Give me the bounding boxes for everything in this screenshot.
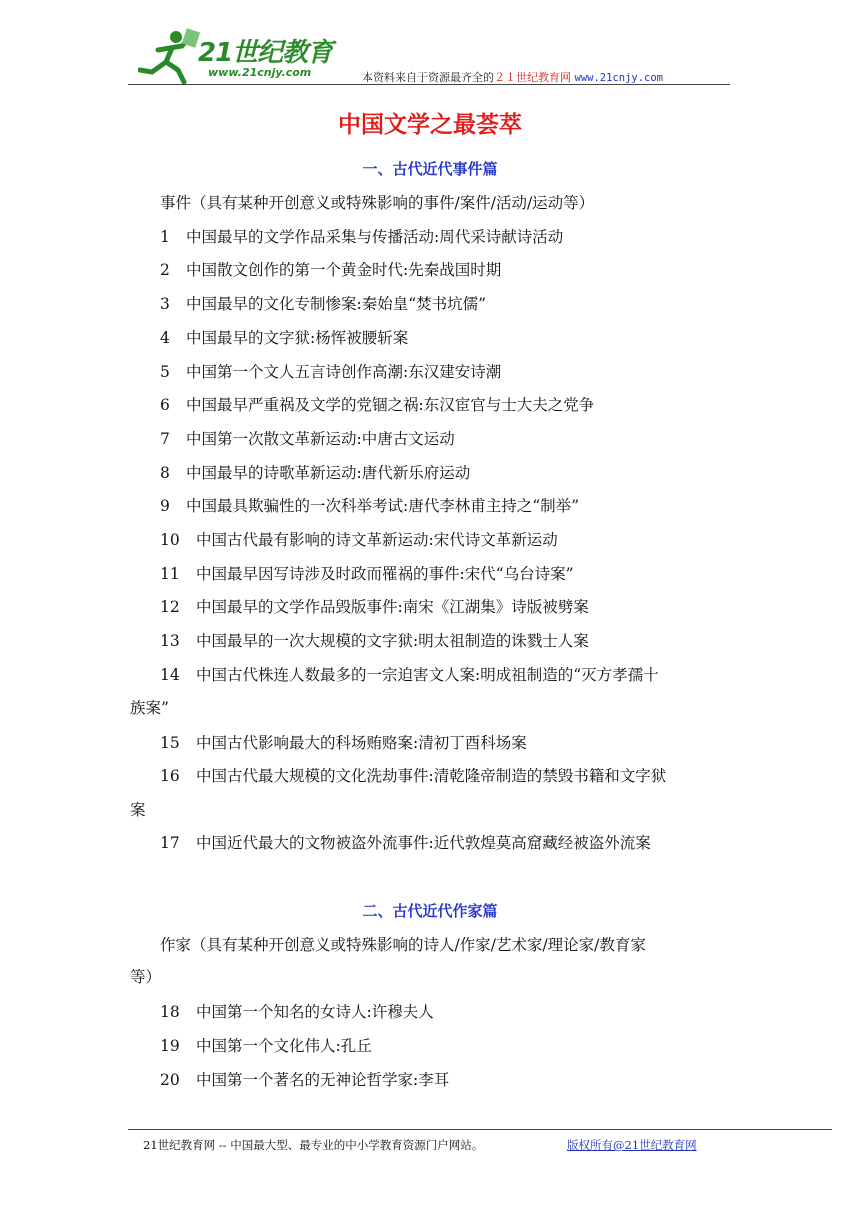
item-number: 13 <box>160 632 180 650</box>
item-number: 2 <box>160 261 170 279</box>
list-item <box>160 360 501 382</box>
item-text: 中国最早的一次大规模的文字狱:明太祖制造的诛戮士人案 <box>196 632 589 650</box>
item-text: 中国最早的文学作品毁版事件:南宋《江湖集》诗版被劈案 <box>196 598 589 616</box>
item-text: 中国第一个文化伟人:孔丘 <box>196 1037 372 1055</box>
item-number: 12 <box>160 598 180 616</box>
item-text: 中国第一个文人五言诗创作高潮:东汉建安诗潮 <box>186 363 502 381</box>
item-number: 18 <box>160 1003 180 1021</box>
item-text: 中国最早的诗歌革新运动:唐代新乐府运动 <box>186 464 471 482</box>
item-number: 4 <box>160 329 170 347</box>
item-number: 10 <box>160 531 180 549</box>
list-item <box>160 663 659 685</box>
header-note-url[interactable]: www.21cnjy.com <box>574 72 664 84</box>
list-item <box>160 461 470 483</box>
site-logo[interactable] <box>138 28 348 84</box>
item-text: 中国最早的文学作品采集与传播活动:周代采诗献诗活动 <box>186 228 564 246</box>
list-item <box>160 427 455 449</box>
list-item <box>160 595 589 617</box>
list-item <box>160 629 589 651</box>
item-text: 中国最具欺骗性的一次科举考试:唐代李林甫主持之“制举” <box>186 497 580 515</box>
section-heading-authors: 二、古代近代作家篇 <box>362 902 498 920</box>
list-item <box>160 764 666 786</box>
list-item <box>160 1034 372 1056</box>
list-item <box>160 292 486 314</box>
item-number: 8 <box>160 464 170 482</box>
list-item <box>160 1000 434 1022</box>
item-text: 中国最早因写诗涉及时政而罹祸的事件:宋代“乌台诗案” <box>196 565 574 583</box>
section-intro-authors: 作家（具有某种开创意义或特殊影响的诗人/作家/艺术家/理论家/教育家 <box>160 936 646 954</box>
item-number: 14 <box>160 666 180 684</box>
footer-copyright-link[interactable]: 版权所有@21世纪教育网 <box>567 1138 697 1152</box>
list-item <box>160 831 651 853</box>
item-text: 中国第一个著名的无神论哲学家:李耳 <box>196 1071 450 1089</box>
section-intro-authors-continued: 等） <box>130 968 162 986</box>
list-item <box>160 494 579 516</box>
item-number: 11 <box>160 565 180 583</box>
item-text: 中国第一个知名的女诗人:许穆夫人 <box>196 1003 434 1021</box>
header-source-note <box>362 69 663 85</box>
item-number: 16 <box>160 767 180 785</box>
item-text: 中国第一次散文革新运动:中唐古文运动 <box>186 430 455 448</box>
footer-site-description: 21世纪教育网 -- 中国最大型、最专业的中小学教育资源门户网站。 <box>143 1138 484 1152</box>
item-text: 中国最早的文化专制惨案:秦始皇“焚书坑儒” <box>186 295 487 313</box>
logo-brand-text: 21世纪教育 <box>198 38 333 68</box>
list-item <box>160 562 574 584</box>
list-item <box>160 225 563 247</box>
section-heading-events: 一、古代近代事件篇 <box>362 160 498 178</box>
item-text: 中国最早严重祸及文学的党锢之祸:东汉宦官与士大夫之党争 <box>186 396 595 414</box>
section-intro-events: 事件（具有某种开创意义或特殊影响的事件/案件/活动/运动等） <box>160 194 595 212</box>
list-item <box>160 528 558 550</box>
item-text: 中国古代影响最大的科场贿赂案:清初丁酉科场案 <box>196 734 527 752</box>
list-item <box>160 258 501 280</box>
list-item <box>160 1068 449 1090</box>
header-divider <box>128 84 730 85</box>
item-text-continued: 族案” <box>130 699 169 717</box>
item-number: 1 <box>160 228 170 246</box>
item-number: 20 <box>160 1071 180 1089</box>
list-item <box>160 731 527 753</box>
list-item <box>160 393 594 415</box>
item-number: 3 <box>160 295 170 313</box>
item-number: 9 <box>160 497 170 515</box>
logo-url-text: www.21cnjy.com <box>208 66 312 79</box>
list-item <box>160 326 408 348</box>
item-number: 17 <box>160 834 180 852</box>
page-title: 中国文学之最荟萃 <box>338 112 522 138</box>
item-number: 7 <box>160 430 170 448</box>
page-header <box>128 20 730 86</box>
footer-divider <box>128 1129 832 1130</box>
item-text: 中国古代最有影响的诗文革新运动:宋代诗文革新运动 <box>196 531 558 549</box>
item-text: 中国古代株连人数最多的一宗迫害文人案:明成祖制造的“灭方孝孺十 <box>196 666 659 684</box>
item-number: 15 <box>160 734 180 752</box>
item-number: 6 <box>160 396 170 414</box>
item-text-continued: 案 <box>130 801 146 819</box>
header-note-prefix: 本资料来自于资源最齐全的 <box>362 71 494 84</box>
item-number: 19 <box>160 1037 180 1055</box>
item-text: 中国近代最大的文物被盗外流事件:近代敦煌莫高窟藏经被盗外流案 <box>196 834 651 852</box>
item-number: 5 <box>160 363 170 381</box>
item-text: 中国古代最大规模的文化洗劫事件:清乾隆帝制造的禁毁书籍和文字狱 <box>196 767 667 785</box>
item-text: 中国散文创作的第一个黄金时代:先秦战国时期 <box>186 261 502 279</box>
item-text: 中国最早的文字狱:杨恽被腰斩案 <box>186 329 409 347</box>
header-note-brand[interactable]: ２１世纪教育网 <box>494 71 571 84</box>
